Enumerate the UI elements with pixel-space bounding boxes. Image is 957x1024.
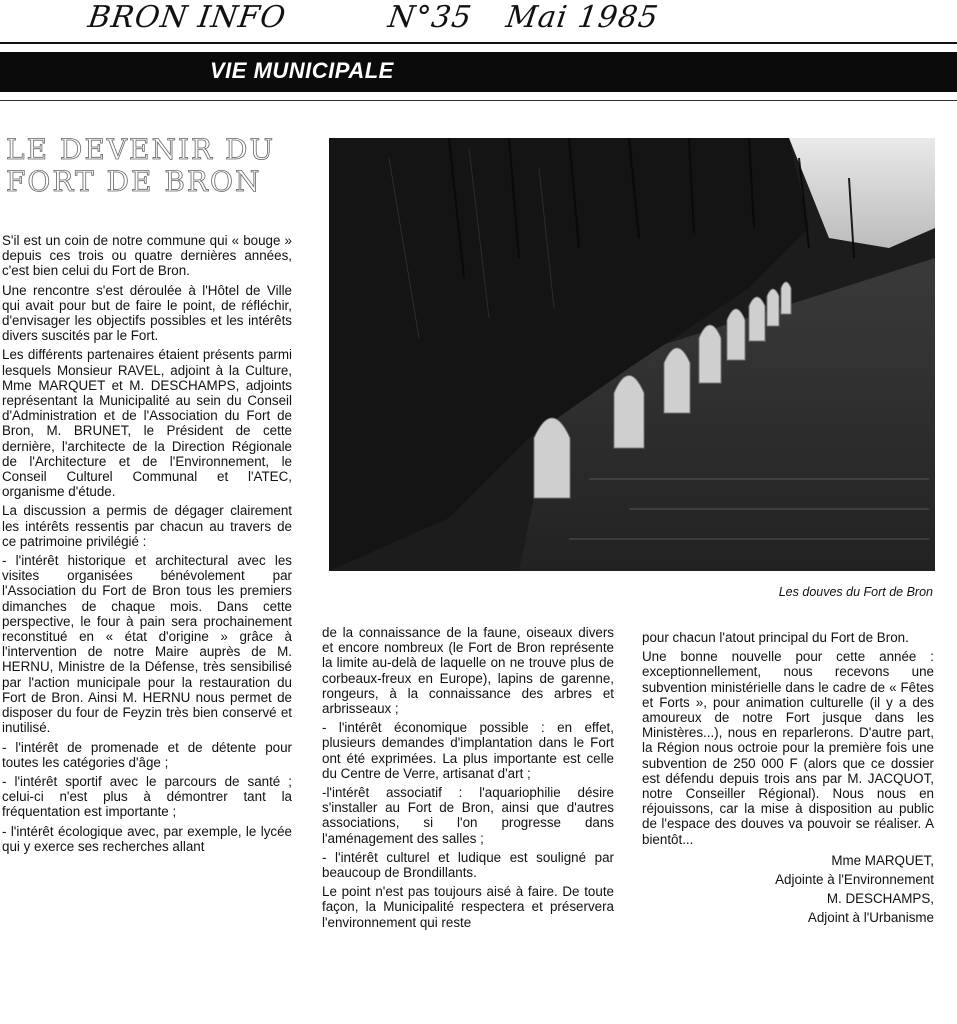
paragraph: de la connaissance de la faune, oiseaux divers et encore nombreux (le Fort de Bron représente la limite au-delà de laquelle on ne trouve plus de corbeaux-freux en Europe), lapins de garenne, rongeurs, à la connaissance des arbres et arbrisseaux ; — [322, 625, 614, 717]
issue-number: N°35 — [385, 0, 475, 35]
paragraph: - l'intérêt écologique avec, par exemple, le lycée qui y exerce ses recherches allant — [2, 823, 292, 854]
publication-name: BRON INFO — [85, 0, 289, 35]
handwritten-header — [85, 0, 691, 40]
paragraph: S'il est un coin de notre commune qui « bouge » depuis ces trois ou quatre dernières années, c'est bien celui du Fort de Bron. — [2, 233, 292, 279]
article-column-2 — [322, 625, 614, 934]
paragraph: - l'intérêt de promenade et de détente pour toutes les catégories d'âge ; — [2, 739, 292, 770]
signature-role: Adjoint à l'Urbanisme — [807, 910, 934, 926]
paragraph: Une rencontre s'est déroulée à l'Hôtel de Ville qui avait pour but de faire le point, de réfléchir, d'envisager les objectifs possibles et les intérêts divers suscités par le Fort. — [2, 282, 292, 344]
article-column-1 — [2, 233, 292, 858]
top-rule — [0, 42, 957, 44]
banner-rule — [0, 100, 957, 101]
signature-name: Mme MARQUET, — [831, 852, 934, 868]
photo-caption: Les douves du Fort de Bron — [778, 585, 933, 599]
section-banner — [0, 52, 957, 92]
article-column-3 — [642, 630, 934, 930]
paragraph: pour chacun l'atout principal du Fort de Bron. — [642, 630, 909, 645]
paragraph: Les différents partenaires étaient présents parmi lesquels Monsieur RAVEL, adjoint à la Culture, Mme MARQUET et M. DESCHAMPS, adjoints représentant la Municipalité au sein du Conseil d'Administration et de l'Association du Fort de Bron, M. BRUNET, le Président de cette dernière, l'architecte de la Direction Régionale de l'Architecture et de l'Environnement, le Conseil Culturel Communal et l'ATEC, organisme d'étude. — [2, 347, 292, 500]
signature-name: M. DESCHAMPS, — [826, 891, 934, 907]
paragraph: Une bonne nouvelle pour cette année : exceptionnellement, nous recevons une subvention ministérielle dans le cadre de « Fêtes et Forts », pour animation culturelle (il y a des amoureux de notre Fort jusque dans les Ministères...), nous en reparlerons. D'autre part, la Région nous octroie pour la première fois une subvention de 250 000 F (alors que ce dossier est défendu depuis trois ans par M. JACQUOT, notre Conseiller Régional). Nous nous en réjouissons, car la mise à disposition au public de l'espace des douves va pouvoir se réaliser. A bientôt... — [642, 649, 934, 847]
paragraph: - l'intérêt historique et architectural avec les visites organisées bénévolement par l'Association du Fort de Bron tous les premiers dimanches de chaque mois. Dans cette perspective, le four à pain sera prochainement reconstitué en « état d'origine » grâce à l'intervention de notre Maire auprès de M. HERNU, Ministre de la Défense, très sensibilisé par l'action municipale pour la restauration du Fort de Bron. Ainsi M. HERNU nous permet de disposer du four de Feyzin très bien conservé et inutilisé. — [2, 553, 292, 736]
section-title: VIE MUNICIPALE — [210, 58, 394, 83]
paragraph: - l'intérêt sportif avec le parcours de santé ; celui-ci n'est plus à démontrer tant la fréquentation est importante ; — [2, 773, 292, 820]
paragraph: La discussion a permis de dégager clairement les intérêts ressentis par chacun au travers de ce patrimoine privilégié : — [2, 503, 292, 549]
paragraph: - l'intérêt culturel et ludique est souligné par beaucoup de Brondillants. — [322, 849, 614, 881]
article-photo — [329, 138, 935, 571]
article-headline: LE DEVENIR DU FORT DE BRON — [6, 133, 276, 198]
paragraph: -l'intérêt associatif : l'aquariophilie désire s'installer au Fort de Bron, ainsi que d'autres associations, si l'on progresse dans l'aménagement des salles ; — [322, 785, 614, 846]
paragraph: - l'intérêt économique possible : en effet, plusieurs demandes d'implantation dans le Fort ont été exprimées. La plus importante est celle du Centre de Verre, artisanat d'art ; — [322, 720, 614, 781]
signature-role: Adjointe à l'Environnement — [775, 872, 934, 888]
paragraph: Le point n'est pas toujours aisé à faire. De toute façon, la Municipalité respectera et préservera l'environnement qui reste — [322, 884, 614, 930]
issue-date: Mai 1985 — [503, 0, 661, 35]
photo-moat-illustration — [329, 138, 935, 571]
